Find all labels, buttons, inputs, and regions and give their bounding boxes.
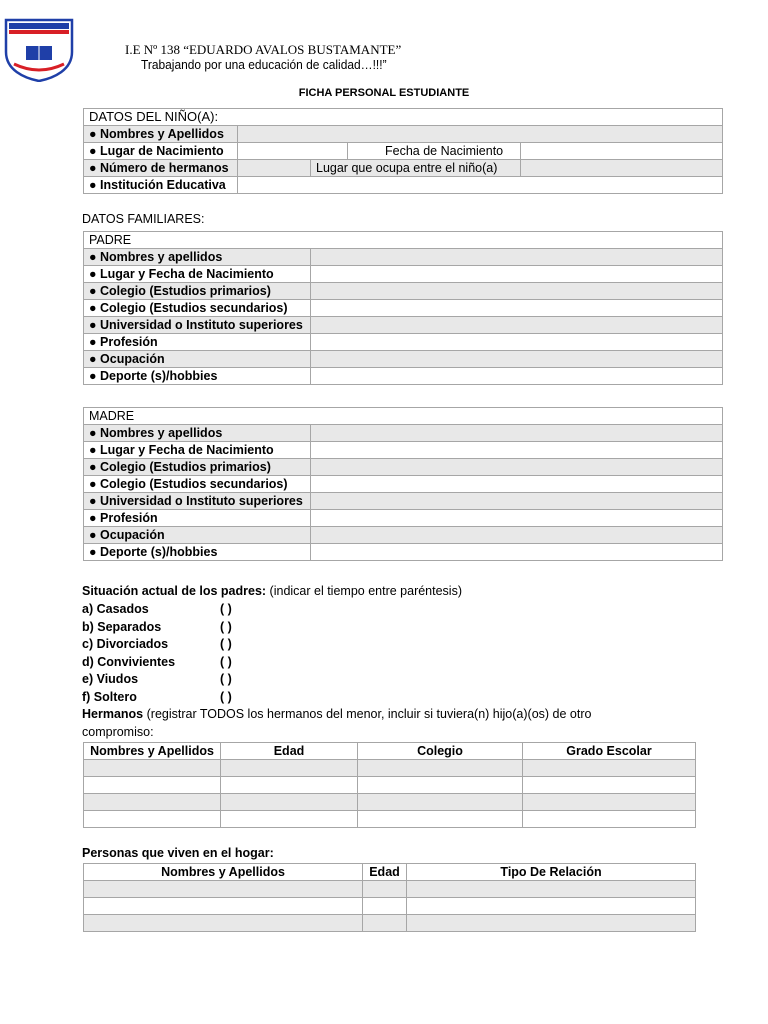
hermanos-cell[interactable] <box>523 760 696 777</box>
nino-row-label: ● Institución Educativa <box>84 177 238 194</box>
nino-row-label: ● Nombres y Apellidos <box>84 126 238 143</box>
situacion-label: Situación actual de los padres: <box>82 584 267 598</box>
madre-input-cell[interactable] <box>311 476 723 493</box>
situacion-option: f) Soltero <box>82 690 137 704</box>
hermanos-cell[interactable] <box>84 777 221 794</box>
hermanos-table <box>83 742 696 828</box>
padre-row-label: ● Nombres y apellidos <box>84 249 311 266</box>
madre-row-label: ● Nombres y apellidos <box>84 425 311 442</box>
madre-row-label: ● Lugar y Fecha de Nacimiento <box>84 442 311 459</box>
padre-row-label: ● Universidad o Instituto superiores <box>84 317 311 334</box>
datos-nino-heading: DATOS DEL NIÑO(A): <box>84 109 723 126</box>
situacion-option: d) Convivientes <box>82 655 176 669</box>
school-logo <box>4 18 74 82</box>
madre-input-cell[interactable] <box>311 493 723 510</box>
nino-row-label: ● Lugar de Nacimiento <box>84 143 238 160</box>
viven-cell[interactable] <box>407 915 696 932</box>
situacion-option: a) Casados <box>82 602 149 616</box>
padre-input-cell[interactable] <box>311 351 723 368</box>
situacion-checkbox[interactable]: ( ) <box>220 655 232 669</box>
hermanos-cell[interactable] <box>523 794 696 811</box>
madre-input-cell[interactable] <box>311 425 723 442</box>
fecha-nacimiento-label: Fecha de Nacimiento <box>348 143 521 160</box>
hermanos-cell[interactable] <box>358 811 523 828</box>
nombres-input-cell[interactable] <box>238 126 723 143</box>
padre-row-label: ● Lugar y Fecha de Nacimiento <box>84 266 311 283</box>
lugar-nacimiento-input-cell[interactable] <box>238 143 348 160</box>
viven-cell[interactable] <box>84 881 363 898</box>
hermanos-cell[interactable] <box>84 794 221 811</box>
padre-input-cell[interactable] <box>311 283 723 300</box>
hermanos-cell[interactable] <box>221 794 358 811</box>
hermanos-header: Colegio <box>358 743 523 760</box>
padre-input-cell[interactable] <box>311 317 723 334</box>
madre-row-label: ● Colegio (Estudios primarios) <box>84 459 311 476</box>
viven-cell[interactable] <box>363 881 407 898</box>
padre-input-cell[interactable] <box>311 249 723 266</box>
padre-row-label: ● Colegio (Estudios primarios) <box>84 283 311 300</box>
madre-input-cell[interactable] <box>311 510 723 527</box>
padre-input-cell[interactable] <box>311 300 723 317</box>
institucion-input-cell[interactable] <box>238 177 723 194</box>
hermanos-header: Grado Escolar <box>523 743 696 760</box>
viven-cell[interactable] <box>363 915 407 932</box>
school-name: I.E Nº 138 “EDUARDO AVALOS BUSTAMANTE” <box>125 42 402 57</box>
madre-heading: MADRE <box>84 408 723 425</box>
madre-row-label: ● Colegio (Estudios secundarios) <box>84 476 311 493</box>
situacion-checkbox[interactable]: ( ) <box>220 602 232 616</box>
situacion-checkbox[interactable]: ( ) <box>220 620 232 634</box>
padre-row-label: ● Colegio (Estudios secundarios) <box>84 300 311 317</box>
viven-cell[interactable] <box>407 898 696 915</box>
madre-input-cell[interactable] <box>311 544 723 561</box>
madre-table <box>83 407 723 561</box>
situacion-note: (indicar el tiempo entre paréntesis) <box>266 584 463 598</box>
viven-cell[interactable] <box>407 881 696 898</box>
hermanos-cell[interactable] <box>221 760 358 777</box>
hermanos-cell[interactable] <box>358 794 523 811</box>
situacion-line <box>82 584 462 598</box>
hermanos-header: Edad <box>221 743 358 760</box>
hermanos-note: (registrar TODOS los hermanos del menor, incluir si tuviera(n) hijo(a)(os) de otro <box>143 707 592 721</box>
fecha-nacimiento-input-cell[interactable] <box>521 143 723 160</box>
madre-row-label: ● Ocupación <box>84 527 311 544</box>
datos-familiares-heading: DATOS FAMILIARES: <box>82 212 205 226</box>
madre-row-label: ● Universidad o Instituto superiores <box>84 493 311 510</box>
padre-table <box>83 231 723 385</box>
hermanos-cell[interactable] <box>523 777 696 794</box>
nino-row-label: ● Número de hermanos <box>84 160 238 177</box>
madre-row-label: ● Deporte (s)/hobbies <box>84 544 311 561</box>
madre-input-cell[interactable] <box>311 527 723 544</box>
madre-input-cell[interactable] <box>311 459 723 476</box>
situacion-option: b) Separados <box>82 620 162 634</box>
padre-input-cell[interactable] <box>311 368 723 385</box>
padre-input-cell[interactable] <box>311 266 723 283</box>
situacion-option: c) Divorciados <box>82 637 169 651</box>
viven-header: Tipo De Relación <box>407 864 696 881</box>
hermanos-cell[interactable] <box>84 760 221 777</box>
lugar-ocupa-input-cell[interactable] <box>521 160 723 177</box>
datos-nino-table <box>83 108 723 194</box>
padre-row-label: ● Profesión <box>84 334 311 351</box>
viven-table <box>83 863 696 932</box>
viven-header: Edad <box>363 864 407 881</box>
hermanos-cell[interactable] <box>358 777 523 794</box>
hermanos-label: Hermanos <box>82 707 144 721</box>
page-title: FICHA PERSONAL ESTUDIANTE <box>298 87 470 99</box>
hermanos-note-cont: compromiso: <box>82 725 154 739</box>
viven-header: Nombres y Apellidos <box>84 864 363 881</box>
padre-input-cell[interactable] <box>311 334 723 351</box>
school-motto: Trabajando por una educación de calidad…!!!” <box>141 57 387 72</box>
hermanos-cell[interactable] <box>523 811 696 828</box>
situacion-checkbox[interactable]: ( ) <box>220 690 232 704</box>
situacion-checkbox[interactable]: ( ) <box>220 637 232 651</box>
viven-cell[interactable] <box>84 898 363 915</box>
situacion-checkbox[interactable]: ( ) <box>220 672 232 686</box>
hermanos-cell[interactable] <box>84 811 221 828</box>
hermanos-cell[interactable] <box>221 811 358 828</box>
madre-input-cell[interactable] <box>311 442 723 459</box>
padre-row-label: ● Ocupación <box>84 351 311 368</box>
lugar-ocupa-label: Lugar que ocupa entre el niño(a) <box>311 160 521 177</box>
hermanos-line <box>82 707 591 721</box>
situacion-option: e) Viudos <box>82 672 139 686</box>
viven-cell[interactable] <box>363 898 407 915</box>
hermanos-cell[interactable] <box>358 760 523 777</box>
padre-heading: PADRE <box>84 232 723 249</box>
hermanos-cell[interactable] <box>221 777 358 794</box>
numero-hermanos-input-cell[interactable] <box>238 160 311 177</box>
hermanos-header: Nombres y Apellidos <box>84 743 221 760</box>
viven-label: Personas que viven en el hogar: <box>82 846 274 860</box>
viven-cell[interactable] <box>84 915 363 932</box>
padre-row-label: ● Deporte (s)/hobbies <box>84 368 311 385</box>
madre-row-label: ● Profesión <box>84 510 311 527</box>
